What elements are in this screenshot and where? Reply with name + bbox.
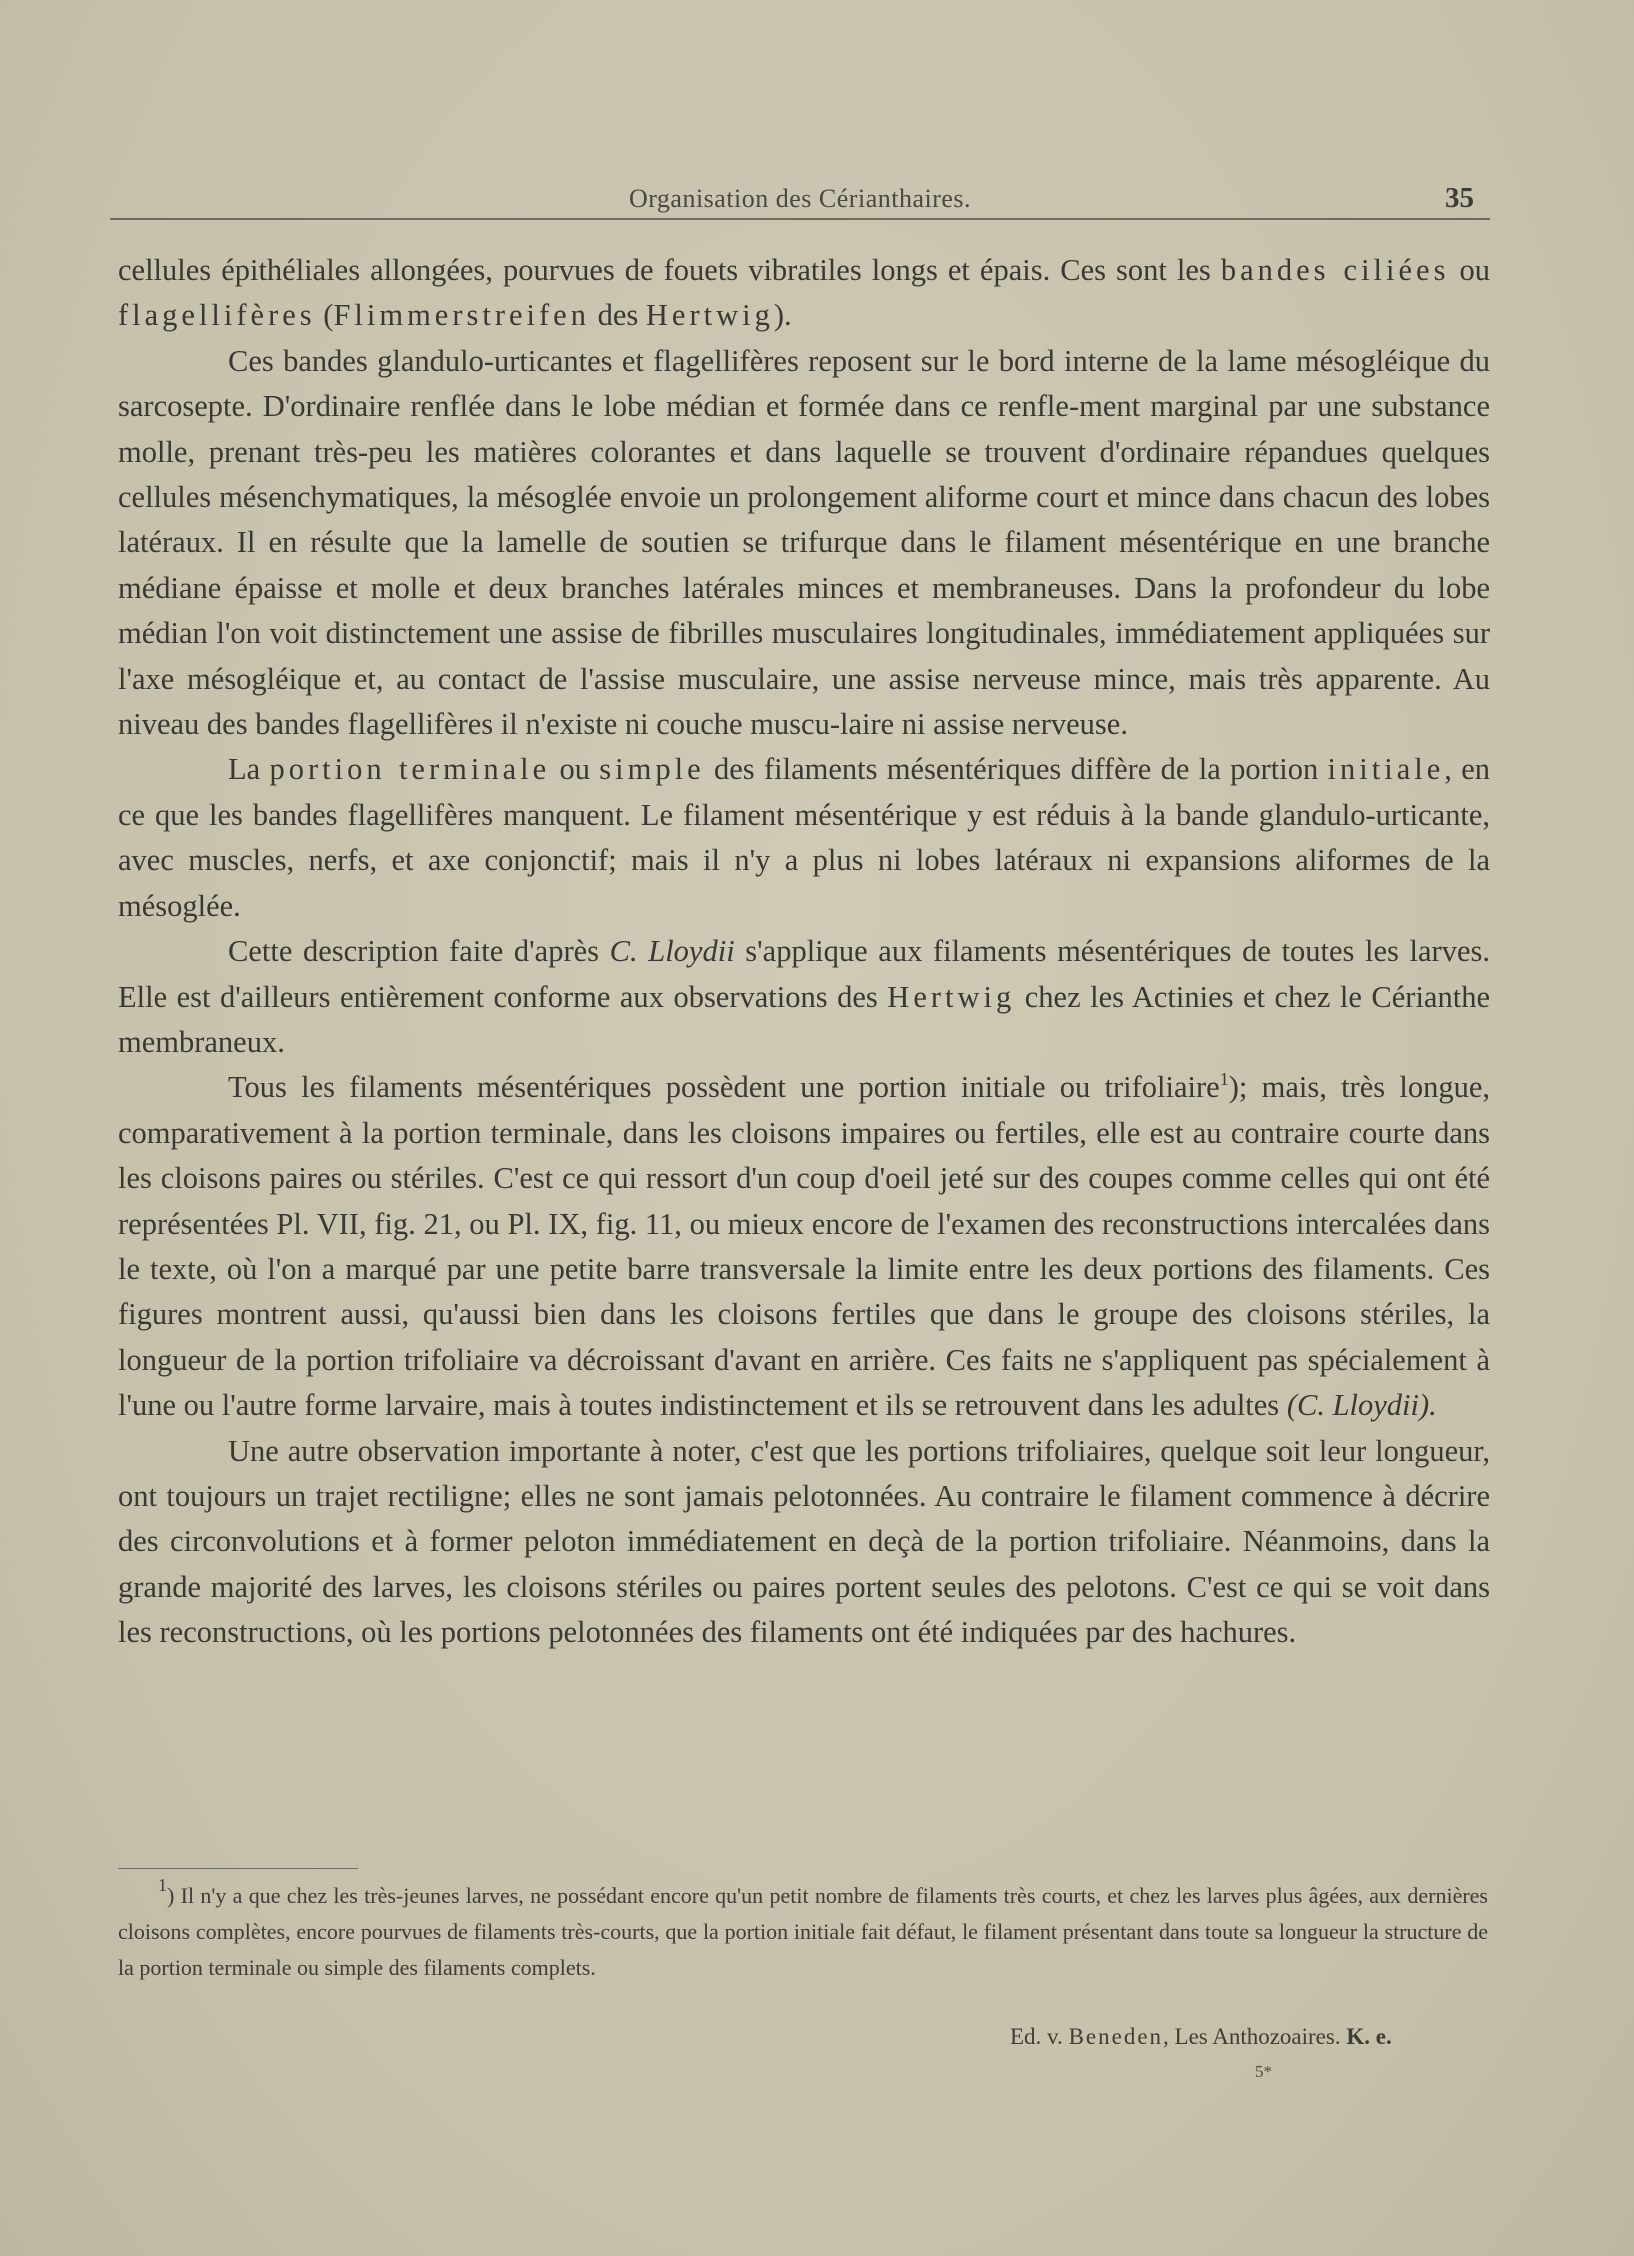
footnote <box>118 1875 1488 1986</box>
paragraph-4 <box>118 929 1490 1065</box>
paragraph-2: Ces bandes glandulo-urticantes et flagellifères reposent sur le bord interne de la lame mésogléique du sarcosepte. D'ordinaire renflée dans le lobe médian et formée dans ce renfle-ment marginal par une substance molle, prenant très-peu les matières colorantes et dans laquelle se trouvent d'ordinaire répandues quelques cellules mésenchymatiques, la mésoglée envoie un prolongement aliforme court et mince dans chacun des lobes latéraux. Il en résulte que la lamelle de soutien se trifurque dans le filament mésentérique en une branche médiane épaisse et molle et deux branches latérales minces et membraneuses. Dans la profondeur du lobe médian l'on voit distinctement une assise de fibrilles musculaires longitudinales, immédiatement appliquées sur l'axe mésogléique et, au contact de l'assise musculaire, une assise nerveuse mince, mais très apparente. Au niveau des bandes flagellifères il n'existe ni couche muscu-laire ni assise nerveuse. <box>118 343 1490 742</box>
text-run: , Les Anthozoaires. <box>1163 2024 1347 2049</box>
spaced-term: initiale <box>1327 752 1445 787</box>
body-text <box>118 248 1490 1656</box>
text-run: cellules épithéliales allongées, pourvues de fouets vibratiles longs et épais. Ces sont les <box>118 253 1221 287</box>
paragraph-3 <box>118 747 1490 929</box>
text-run: s'applique aux filaments mésentériques de toutes les larves. Elle est d'ailleurs entièrement conforme aux observations des <box>118 934 1490 1014</box>
running-header <box>110 176 1490 216</box>
text-run: ); mais, très longue, comparativement à la portion terminale, dans les cloisons impaires ou fertiles, elle est au contraire courte dans les cloisons paires ou stériles. C'est ce qui ressort d'un coup d'oeil jeté sur des coupes comme celles qui ont été représentées Pl. VII, fig. 21, ou Pl. IX, fig. 11, ou mieux encore de l'examen des reconstructions intercalées dans le texte, où l'on a marqué par une petite barre transversale la limite entre les deux portions des filaments. Ces figures montrent aussi, qu'aussi bien dans les cloisons fertiles que dans le groupe des cloisons stériles, la longueur de la portion trifoliaire va décroissant d'avant en arrière. Ces faits ne s'appliquent pas spécialement à l'une ou l'autre forme larvaire, mais à toutes indistinctement et ils se retrouvent dans les adultes <box>118 1070 1490 1423</box>
footnote-text: ) Il n'y a que chez les très-jeunes larves, ne possédant encore qu'un petit nombre de filaments très courts, et chez les larves plus âgées, aux dernières cloisons complètes, encore pourvues de filaments très-courts, que la portion initiale fait défaut, le filament présentant dans toute sa longueur la structure de la portion terminale ou simple des filaments complets. <box>118 1883 1488 1980</box>
spaced-term: bandes ciliées <box>1220 253 1450 287</box>
text-run: La <box>228 752 270 787</box>
text-run: Tous les filaments mésentériques possèdent une portion initiale ou trifoliaire <box>228 1070 1220 1105</box>
paragraph-1 <box>118 248 1490 339</box>
footnote-ref: 1 <box>1219 1069 1229 1090</box>
spaced-term: portion terminale <box>269 752 551 787</box>
text-run: ( <box>315 298 334 333</box>
footnote-rule <box>118 1868 358 1869</box>
footnote-marker: 1 <box>158 1875 167 1895</box>
species-name: C. Lloydii <box>609 934 735 969</box>
text-run: ou <box>1449 253 1490 287</box>
text-run: des <box>589 298 646 333</box>
text-run: chez les Actinies et chez le Cérianthe membraneux. <box>118 979 1490 1059</box>
text-run: Cette description faite d'après <box>228 934 610 969</box>
spaced-term: Flimmerstreifen <box>333 298 590 333</box>
credit-line <box>1010 2024 1392 2050</box>
species-name: (C. Lloydii). <box>1286 1388 1437 1423</box>
header-rule <box>110 218 1490 220</box>
text-run: Ed. v. <box>1010 2024 1069 2049</box>
paragraph-5 <box>118 1065 1490 1428</box>
page-number: 35 <box>1445 182 1474 214</box>
spaced-term: flagellifères <box>118 298 316 333</box>
sheet-code: K. e. <box>1346 2024 1392 2049</box>
spaced-term: simple <box>599 752 705 787</box>
running-title: Organisation des Cérianthaires. <box>628 184 972 213</box>
author-name: Beneden <box>1068 2024 1164 2049</box>
text-run: ). <box>773 298 792 333</box>
paragraph-6: Une autre observation importante à noter, c'est que les portions trifoliaires, quelque soit leur longueur, ont toujours un trajet rectiligne; elles ne sont jamais pelotonnées. Au contraire le filament commence à décrire des circonvolutions et à former peloton immédiatement en deçà de la portion trifoliaire. Néanmoins, dans la grande majorité des larves, les cloisons stériles ou paires portent seules des pelotons. C'est ce qui se voit dans les reconstructions, où les portions pelotonnées des filaments ont été indiquées par des hachures. <box>118 1433 1490 1650</box>
spaced-term: Hertwig <box>887 979 1016 1014</box>
spaced-term: Hertwig <box>645 298 774 333</box>
text-run: des filaments mésentériques diffère de la portion <box>704 752 1328 787</box>
text-run: ou <box>550 752 600 787</box>
signature-mark: 5* <box>1255 2062 1272 2081</box>
text-run: , en ce que les bandes flagellifères manquent. Le filament mésentérique y est réduis à la bande glandulo-urticante, avec muscles, nerfs, et axe conjonctif; mais il n'y a plus ni lobes latéraux ni expansions aliformes de la mésoglée. <box>118 752 1490 923</box>
